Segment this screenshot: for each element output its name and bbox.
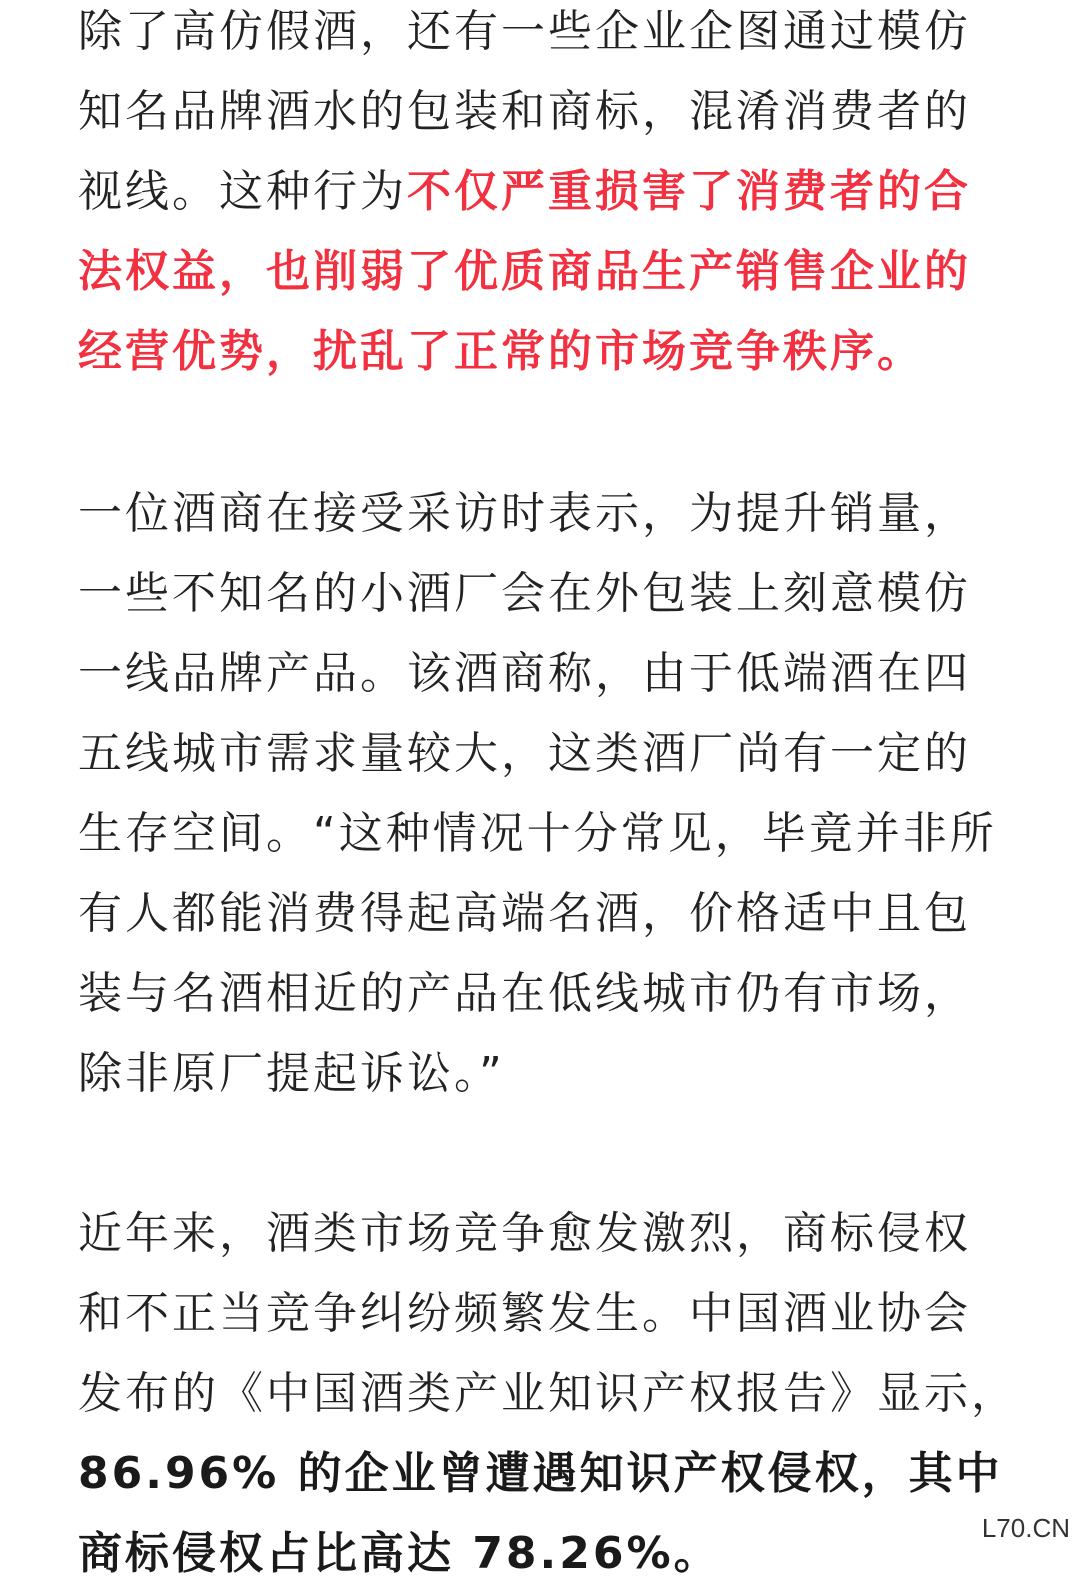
- paragraph-1: [78, 0, 1008, 392]
- highlighted-text: 法权益，也削弱了优质商品生产销售企业的: [78, 246, 971, 297]
- text-segment: 视线。这种行为: [78, 166, 407, 217]
- text-line: 五线城市需求量较大，这类酒厂尚有一定的: [78, 728, 971, 779]
- paragraph-3: [78, 1194, 1018, 1594]
- text-line: 装与名酒相近的产品在低线城市仍有市场，: [78, 968, 971, 1019]
- article-body: [78, 0, 1018, 1594]
- text-line: 知名品牌酒水的包装和商标，混淆消费者的: [78, 86, 971, 137]
- paragraph-2: [78, 474, 1008, 1114]
- text-line: 一些不知名的小酒厂会在外包装上刻意模仿: [78, 568, 971, 619]
- bold-text: 86.96% 的企业曾遭遇知识产权侵权，其中: [78, 1448, 1003, 1499]
- text-line: 近年来，酒类市场竞争愈发激烈，商标侵权: [78, 1208, 971, 1259]
- text-line: 生存空间。“这种情况十分常见，毕竟并非所: [78, 808, 997, 859]
- text-line: [78, 152, 1008, 232]
- text-line: 发布的《中国酒类产业知识产权报告》显示，: [78, 1368, 1018, 1419]
- text-line: 除非原厂提起诉讼。”: [78, 1048, 505, 1099]
- watermark: L70.CN: [981, 1513, 1070, 1543]
- highlighted-text: 经营优势，扰乱了正常的市场竞争秩序。: [78, 326, 924, 377]
- highlighted-text: 不仅严重损害了消费者的合: [407, 166, 971, 217]
- text-line: 一位酒商在接受采访时表示，为提升销量，: [78, 488, 971, 539]
- text-line: 和不正当竞争纠纷频繁发生。中国酒业协会: [78, 1288, 971, 1339]
- bold-text: 商标侵权占比高达 78.26%。: [78, 1528, 721, 1579]
- text-line: 除了高仿假酒，还有一些企业企图通过模仿: [78, 6, 971, 57]
- text-line: 一线品牌产品。该酒商称，由于低端酒在四: [78, 648, 971, 699]
- text-line: 有人都能消费得起高端名酒，价格适中且包: [78, 888, 971, 939]
